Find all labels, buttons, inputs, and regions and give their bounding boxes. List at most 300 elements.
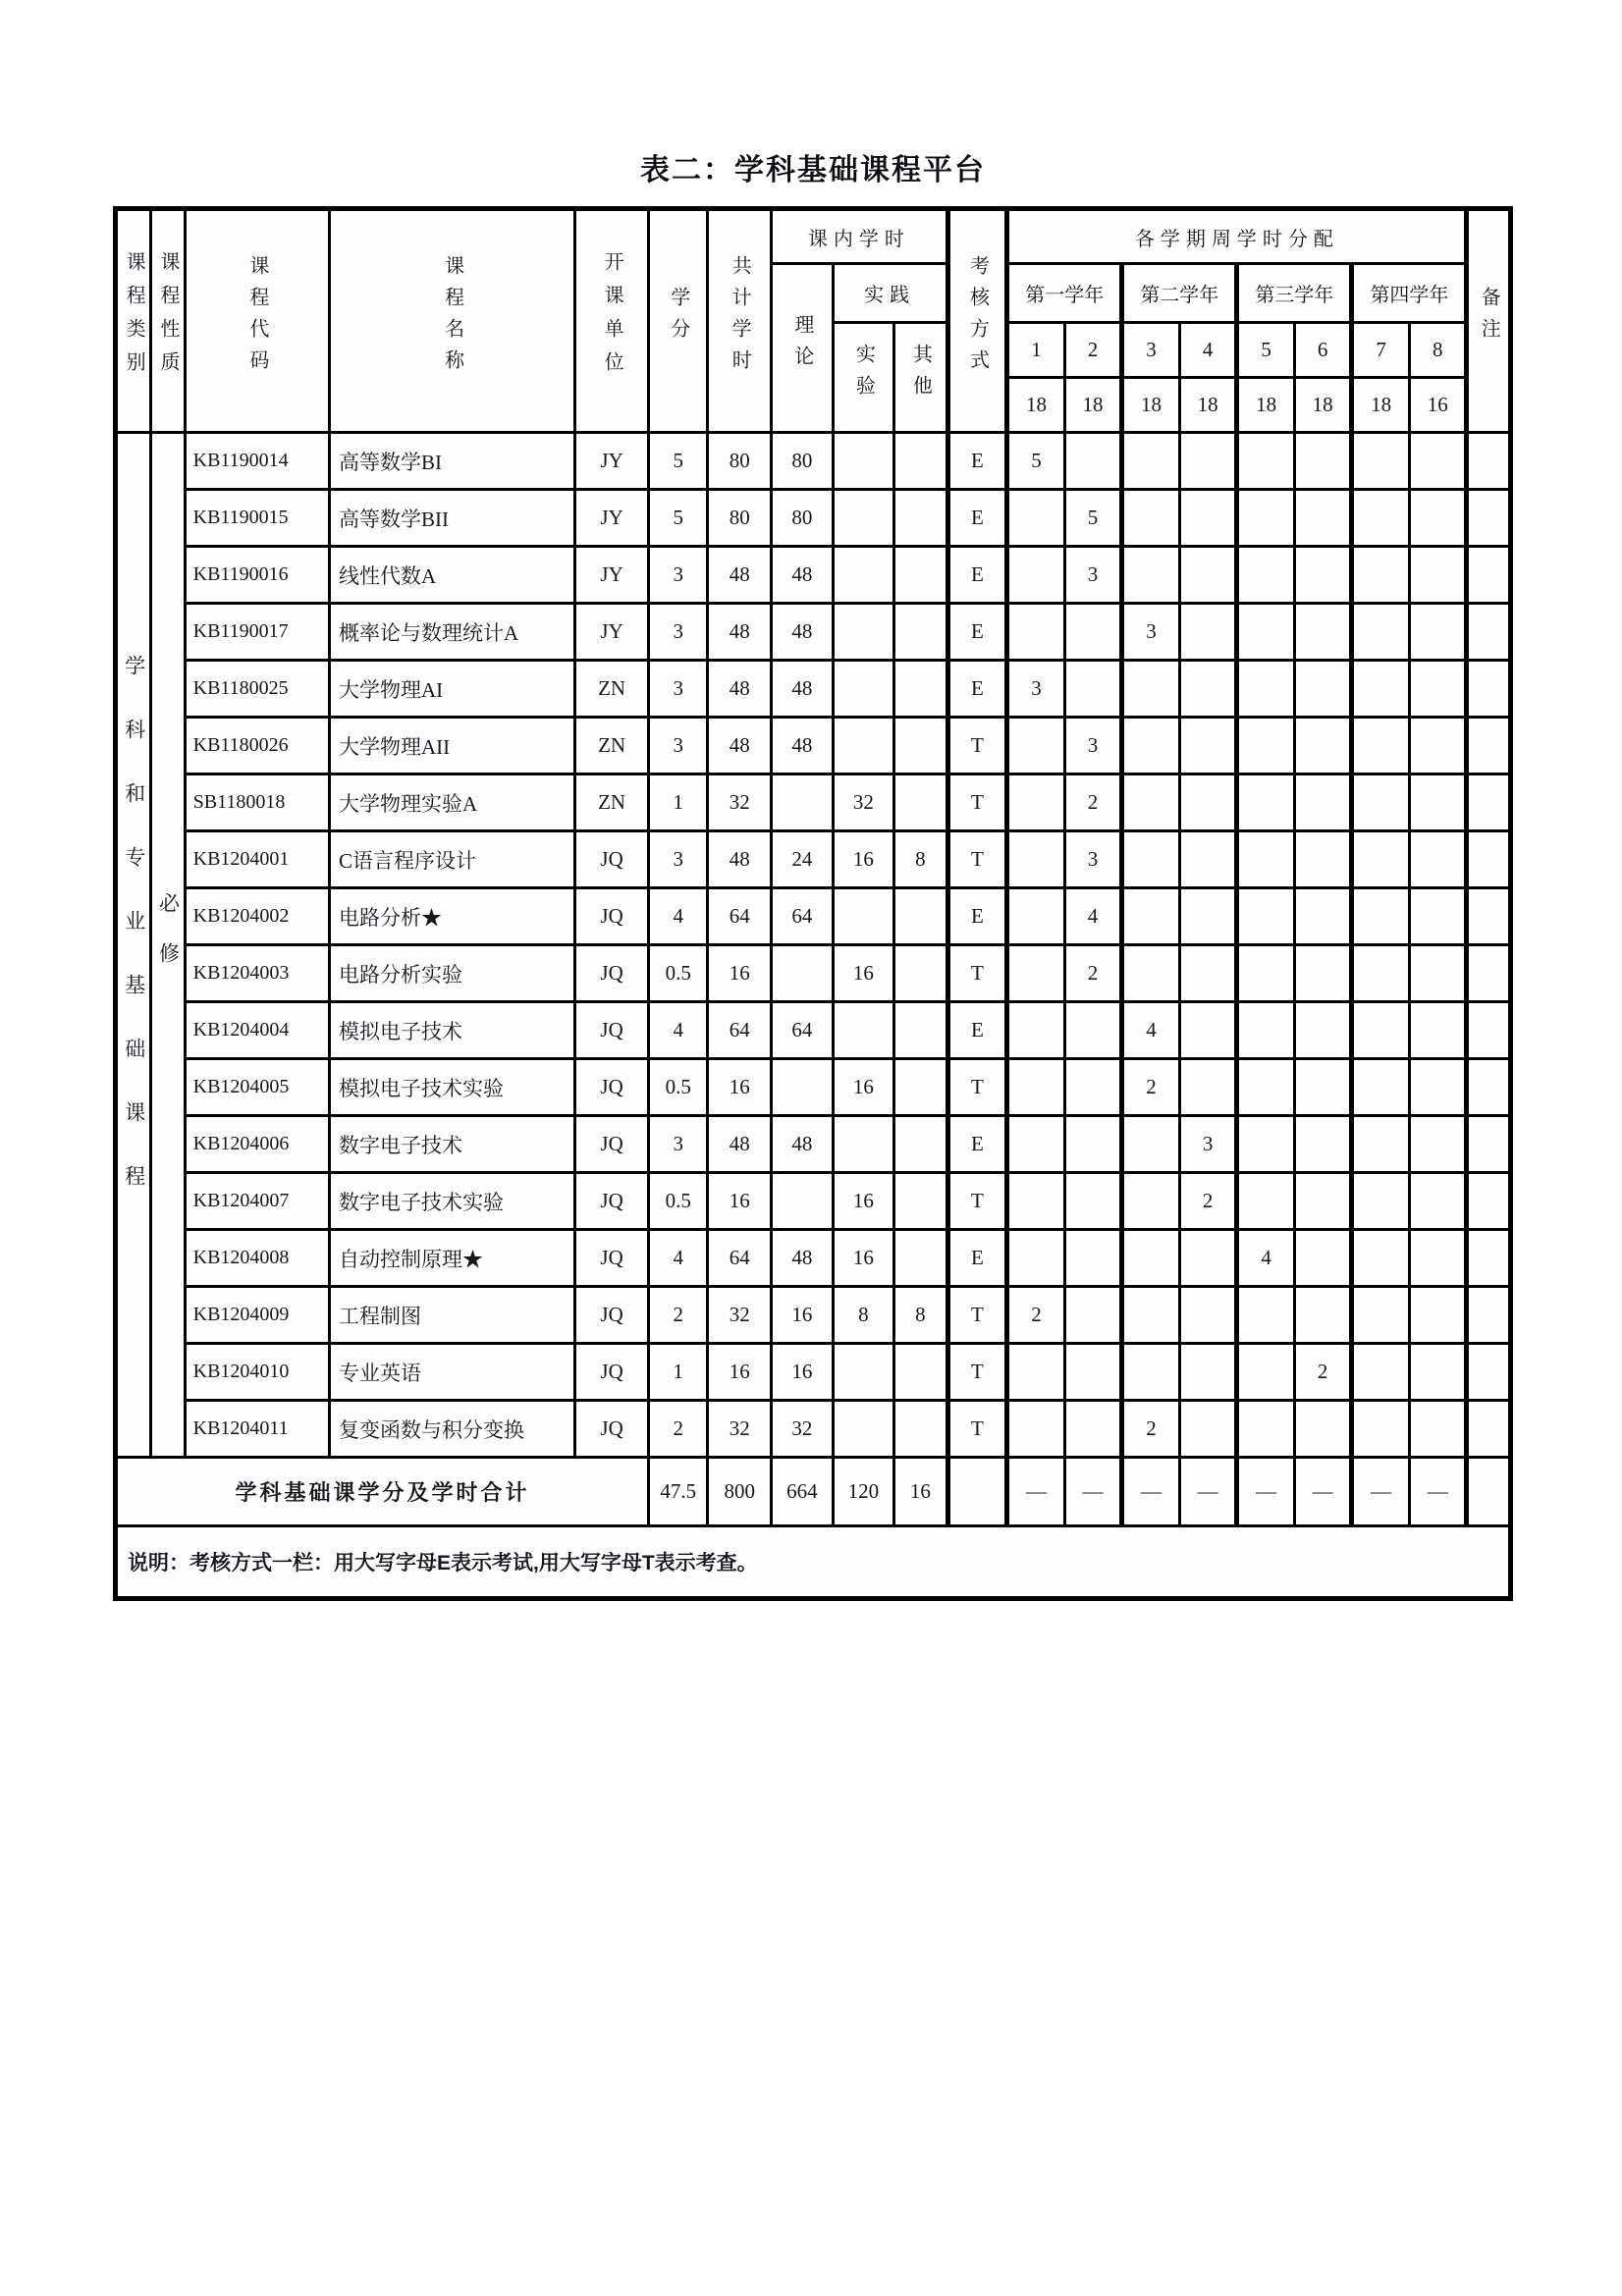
header-offering-unit-label: 开课单位 xyxy=(601,251,623,385)
cell-assess: E xyxy=(947,661,1007,718)
cell-total: 32 xyxy=(708,1401,772,1458)
cell-unit: JQ xyxy=(575,945,649,1002)
cell-assess: E xyxy=(947,490,1007,547)
cell-sem-8 xyxy=(1409,1116,1467,1173)
cell-theory: 64 xyxy=(772,888,834,945)
cell-assess: E xyxy=(947,1002,1007,1059)
summary-sem-1: — xyxy=(1007,1458,1065,1526)
header-in-class-hours: 课内学时 xyxy=(772,209,948,264)
cell-sem-8 xyxy=(1409,1059,1467,1116)
cell-other xyxy=(894,1173,947,1230)
cell-remark xyxy=(1467,1059,1511,1116)
cell-unit: JQ xyxy=(575,1344,649,1401)
cell-sem-2 xyxy=(1064,604,1122,661)
note-row xyxy=(116,1526,1511,1599)
cell-remark xyxy=(1467,888,1511,945)
cell-sem-6 xyxy=(1294,1002,1352,1059)
header-weeks-5: 18 xyxy=(1237,378,1295,433)
cell-unit: JQ xyxy=(575,888,649,945)
header-semester-4: 4 xyxy=(1179,323,1237,378)
cell-sem-8 xyxy=(1409,831,1467,888)
course-row xyxy=(116,490,1511,547)
cell-sem-2: 5 xyxy=(1064,490,1122,547)
cell-exp xyxy=(833,661,894,718)
cell-name: 电路分析★ xyxy=(329,888,574,945)
cell-exp xyxy=(833,1002,894,1059)
cell-credits: 0.5 xyxy=(648,1059,708,1116)
cell-code: KB1204001 xyxy=(185,831,329,888)
cell-unit: JQ xyxy=(575,1116,649,1173)
cell-name: 线性代数A xyxy=(329,547,574,604)
header-weeks-6: 18 xyxy=(1294,378,1352,433)
cell-sem-6 xyxy=(1294,831,1352,888)
cell-remark xyxy=(1467,1173,1511,1230)
cell-sem-4 xyxy=(1179,1287,1237,1344)
header-practice: 实践 xyxy=(833,264,947,323)
cell-name: 数字电子技术 xyxy=(329,1116,574,1173)
cell-total: 48 xyxy=(708,1116,772,1173)
cell-total: 16 xyxy=(708,945,772,1002)
cell-sem-1 xyxy=(1007,1230,1065,1287)
header-semester-3: 3 xyxy=(1122,323,1180,378)
cell-sem-6 xyxy=(1294,547,1352,604)
cell-name: 复变函数与积分变换 xyxy=(329,1401,574,1458)
cell-sem-2 xyxy=(1064,1401,1122,1458)
cell-sem-3 xyxy=(1122,1287,1180,1344)
cell-credits: 3 xyxy=(648,661,708,718)
cell-sem-5 xyxy=(1237,831,1295,888)
cell-sem-6 xyxy=(1294,433,1352,490)
summary-other-hours: 16 xyxy=(894,1458,947,1526)
cell-sem-8 xyxy=(1409,547,1467,604)
header-weeks-4: 18 xyxy=(1179,378,1237,433)
header-credits xyxy=(648,209,708,433)
cell-code: KB1204007 xyxy=(185,1173,329,1230)
cell-sem-8 xyxy=(1409,1173,1467,1230)
header-course-nature-label: 课程性质 xyxy=(156,251,179,385)
header-total-hours-label: 共计学时 xyxy=(729,255,751,381)
cell-sem-2: 3 xyxy=(1064,718,1122,774)
cell-unit: JQ xyxy=(575,1002,649,1059)
cell-unit: JQ xyxy=(575,1287,649,1344)
cell-exp: 16 xyxy=(833,831,894,888)
cell-code: KB1204003 xyxy=(185,945,329,1002)
cell-sem-7 xyxy=(1352,1002,1410,1059)
cell-theory: 80 xyxy=(772,433,834,490)
cell-remark xyxy=(1467,831,1511,888)
summary-sem-4: — xyxy=(1179,1458,1237,1526)
header-year-1: 第一学年 xyxy=(1007,264,1122,323)
header-other-label: 其他 xyxy=(909,343,932,406)
cell-credits: 5 xyxy=(648,490,708,547)
cell-credits: 4 xyxy=(648,1002,708,1059)
cell-sem-6 xyxy=(1294,1287,1352,1344)
cell-sem-4 xyxy=(1179,433,1237,490)
cell-name: 模拟电子技术 xyxy=(329,1002,574,1059)
cell-sem-2: 3 xyxy=(1064,547,1122,604)
cell-sem-2 xyxy=(1064,433,1122,490)
cell-sem-6 xyxy=(1294,604,1352,661)
cell-sem-8 xyxy=(1409,774,1467,831)
cell-sem-2 xyxy=(1064,1116,1122,1173)
cell-unit: JQ xyxy=(575,1401,649,1458)
course-row xyxy=(116,433,1511,490)
cell-name: 工程制图 xyxy=(329,1287,574,1344)
cell-theory: 16 xyxy=(772,1344,834,1401)
cell-sem-1 xyxy=(1007,1059,1065,1116)
cell-credits: 0.5 xyxy=(648,1173,708,1230)
cell-total: 64 xyxy=(708,1002,772,1059)
summary-remark xyxy=(1467,1458,1511,1526)
cell-sem-3 xyxy=(1122,774,1180,831)
cell-sem-6 xyxy=(1294,1230,1352,1287)
cell-exp: 16 xyxy=(833,1230,894,1287)
cell-sem-6: 2 xyxy=(1294,1344,1352,1401)
cell-credits: 2 xyxy=(648,1287,708,1344)
cell-sem-4: 3 xyxy=(1179,1116,1237,1173)
header-experiment xyxy=(833,323,894,433)
cell-assess: T xyxy=(947,1344,1007,1401)
header-remarks xyxy=(1467,209,1511,433)
cell-remark xyxy=(1467,1230,1511,1287)
course-row xyxy=(116,604,1511,661)
summary-sem-8: — xyxy=(1409,1458,1467,1526)
cell-sem-4 xyxy=(1179,1002,1237,1059)
cell-remark xyxy=(1467,1401,1511,1458)
cell-sem-7 xyxy=(1352,1059,1410,1116)
cell-sem-5: 4 xyxy=(1237,1230,1295,1287)
cell-sem-7 xyxy=(1352,718,1410,774)
course-row xyxy=(116,831,1511,888)
cell-sem-1 xyxy=(1007,888,1065,945)
cell-sem-1 xyxy=(1007,604,1065,661)
cell-assess: T xyxy=(947,1059,1007,1116)
cell-sem-4 xyxy=(1179,1059,1237,1116)
header-course-category xyxy=(116,209,151,433)
cell-theory: 24 xyxy=(772,831,834,888)
cell-code: KB1204006 xyxy=(185,1116,329,1173)
page-title: 表二：学科基础课程平台 xyxy=(640,154,986,187)
cell-sem-6 xyxy=(1294,945,1352,1002)
cell-sem-8 xyxy=(1409,945,1467,1002)
summary-row xyxy=(116,1458,1511,1526)
cell-exp xyxy=(833,604,894,661)
cell-unit: JQ xyxy=(575,1059,649,1116)
cell-unit: ZN xyxy=(575,718,649,774)
cell-other xyxy=(894,1401,947,1458)
cell-sem-4 xyxy=(1179,661,1237,718)
cell-code: KB1190016 xyxy=(185,547,329,604)
cell-sem-1 xyxy=(1007,547,1065,604)
cell-exp xyxy=(833,888,894,945)
cell-theory: 48 xyxy=(772,1116,834,1173)
cell-name: 高等数学BI xyxy=(329,433,574,490)
header-course-name xyxy=(329,209,574,433)
cell-sem-8 xyxy=(1409,661,1467,718)
header-course-nature xyxy=(151,209,185,433)
cell-sem-7 xyxy=(1352,1116,1410,1173)
cell-remark xyxy=(1467,433,1511,490)
cell-exp xyxy=(833,1401,894,1458)
cell-exp: 16 xyxy=(833,1173,894,1230)
header-weeks-1: 18 xyxy=(1007,378,1065,433)
cell-sem-7 xyxy=(1352,831,1410,888)
cell-sem-8 xyxy=(1409,1344,1467,1401)
cell-sem-7 xyxy=(1352,433,1410,490)
cell-other xyxy=(894,661,947,718)
cell-sem-1: 2 xyxy=(1007,1287,1065,1344)
cell-assess: T xyxy=(947,1287,1007,1344)
cell-remark xyxy=(1467,1116,1511,1173)
cell-total: 64 xyxy=(708,888,772,945)
header-semester-5: 5 xyxy=(1237,323,1295,378)
cell-assess: E xyxy=(947,1230,1007,1287)
header-weeks-7: 18 xyxy=(1352,378,1410,433)
cell-unit: JQ xyxy=(575,1230,649,1287)
cell-exp xyxy=(833,1344,894,1401)
course-row xyxy=(116,1401,1511,1458)
cell-remark xyxy=(1467,604,1511,661)
cell-other xyxy=(894,490,947,547)
cell-total: 48 xyxy=(708,718,772,774)
cell-credits: 3 xyxy=(648,604,708,661)
course-row xyxy=(116,547,1511,604)
header-theory xyxy=(772,264,834,433)
cell-sem-5 xyxy=(1237,661,1295,718)
cell-code: KB1204010 xyxy=(185,1344,329,1401)
cell-sem-8 xyxy=(1409,1002,1467,1059)
course-row xyxy=(116,1116,1511,1173)
cell-unit: JY xyxy=(575,433,649,490)
cell-sem-1 xyxy=(1007,490,1065,547)
header-total-hours xyxy=(708,209,772,433)
cell-sem-2 xyxy=(1064,661,1122,718)
cell-sem-3 xyxy=(1122,547,1180,604)
cell-sem-8 xyxy=(1409,1401,1467,1458)
cell-exp xyxy=(833,490,894,547)
cell-sem-5 xyxy=(1237,1173,1295,1230)
cell-sem-8 xyxy=(1409,1287,1467,1344)
cell-sem-2 xyxy=(1064,1059,1122,1116)
cell-credits: 0.5 xyxy=(648,945,708,1002)
cell-sem-3 xyxy=(1122,433,1180,490)
header-assessment-method xyxy=(947,209,1007,433)
cell-sem-1: 5 xyxy=(1007,433,1065,490)
cell-total: 32 xyxy=(708,774,772,831)
cell-name: 概率论与数理统计A xyxy=(329,604,574,661)
cell-sem-4 xyxy=(1179,490,1237,547)
body-category-cell xyxy=(116,433,151,1458)
header-semester-1: 1 xyxy=(1007,323,1065,378)
cell-sem-5 xyxy=(1237,1287,1295,1344)
cell-theory: 48 xyxy=(772,661,834,718)
cell-sem-7 xyxy=(1352,774,1410,831)
cell-sem-2 xyxy=(1064,1287,1122,1344)
course-row xyxy=(116,1287,1511,1344)
header-year-2: 第二学年 xyxy=(1122,264,1237,323)
cell-sem-1 xyxy=(1007,718,1065,774)
header-weeks-2: 18 xyxy=(1064,378,1122,433)
cell-sem-5 xyxy=(1237,1002,1295,1059)
course-row xyxy=(116,945,1511,1002)
cell-sem-6 xyxy=(1294,1173,1352,1230)
cell-sem-2: 4 xyxy=(1064,888,1122,945)
cell-remark xyxy=(1467,774,1511,831)
cell-name: 模拟电子技术实验 xyxy=(329,1059,574,1116)
cell-unit: JQ xyxy=(575,1173,649,1230)
cell-exp xyxy=(833,718,894,774)
cell-unit: JY xyxy=(575,490,649,547)
cell-remark xyxy=(1467,1344,1511,1401)
cell-credits: 1 xyxy=(648,1344,708,1401)
course-row xyxy=(116,1173,1511,1230)
cell-sem-3 xyxy=(1122,1344,1180,1401)
cell-unit: JQ xyxy=(575,831,649,888)
note-text: 说明：考核方式一栏：用大写字母E表示考试,用大写字母T表示考查。 xyxy=(116,1526,1511,1599)
cell-code: KB1204008 xyxy=(185,1230,329,1287)
cell-sem-3 xyxy=(1122,1116,1180,1173)
cell-sem-5 xyxy=(1237,490,1295,547)
cell-exp xyxy=(833,1116,894,1173)
cell-name: 电路分析实验 xyxy=(329,945,574,1002)
cell-sem-3 xyxy=(1122,661,1180,718)
summary-sem-3: — xyxy=(1122,1458,1180,1526)
cell-name: 大学物理实验A xyxy=(329,774,574,831)
cell-sem-3: 3 xyxy=(1122,604,1180,661)
cell-name: 数字电子技术实验 xyxy=(329,1173,574,1230)
cell-sem-4 xyxy=(1179,718,1237,774)
cell-sem-4: 2 xyxy=(1179,1173,1237,1230)
cell-sem-7 xyxy=(1352,1230,1410,1287)
cell-sem-5 xyxy=(1237,774,1295,831)
header-credits-label: 学分 xyxy=(667,287,689,349)
cell-sem-2 xyxy=(1064,1002,1122,1059)
cell-sem-4 xyxy=(1179,1230,1237,1287)
course-row xyxy=(116,1230,1511,1287)
cell-total: 80 xyxy=(708,433,772,490)
cell-total: 48 xyxy=(708,661,772,718)
cell-code: KB1190015 xyxy=(185,490,329,547)
cell-assess: T xyxy=(947,1173,1007,1230)
cell-sem-1 xyxy=(1007,1116,1065,1173)
summary-sem-2: — xyxy=(1064,1458,1122,1526)
cell-sem-4 xyxy=(1179,774,1237,831)
cell-sem-4 xyxy=(1179,1401,1237,1458)
cell-sem-1 xyxy=(1007,1002,1065,1059)
cell-other xyxy=(894,1059,947,1116)
header-semester-2: 2 xyxy=(1064,323,1122,378)
cell-exp: 32 xyxy=(833,774,894,831)
header-course-code-label: 课程代码 xyxy=(245,255,268,381)
cell-assess: E xyxy=(947,433,1007,490)
header-year-4: 第四学年 xyxy=(1352,264,1467,323)
cell-theory: 80 xyxy=(772,490,834,547)
header-weeks-8: 16 xyxy=(1409,378,1467,433)
cell-sem-6 xyxy=(1294,718,1352,774)
cell-remark xyxy=(1467,1287,1511,1344)
cell-sem-2 xyxy=(1064,1344,1122,1401)
header-other xyxy=(894,323,947,433)
course-row xyxy=(116,718,1511,774)
cell-credits: 4 xyxy=(648,888,708,945)
cell-sem-6 xyxy=(1294,490,1352,547)
summary-sem-6: — xyxy=(1294,1458,1352,1526)
cell-assess: E xyxy=(947,604,1007,661)
header-course-category-label: 课程类别 xyxy=(123,251,145,385)
body-nature-cell xyxy=(151,433,185,1458)
cell-credits: 3 xyxy=(648,1116,708,1173)
cell-sem-3 xyxy=(1122,718,1180,774)
cell-name: 大学物理AII xyxy=(329,718,574,774)
cell-total: 16 xyxy=(708,1173,772,1230)
cell-sem-7 xyxy=(1352,661,1410,718)
cell-code: KB1190014 xyxy=(185,433,329,490)
cell-credits: 2 xyxy=(648,1401,708,1458)
cell-other xyxy=(894,604,947,661)
cell-total: 80 xyxy=(708,490,772,547)
cell-total: 48 xyxy=(708,831,772,888)
cell-code: KB1180025 xyxy=(185,661,329,718)
cell-sem-5 xyxy=(1237,718,1295,774)
cell-remark xyxy=(1467,1002,1511,1059)
cell-sem-7 xyxy=(1352,604,1410,661)
cell-sem-4 xyxy=(1179,604,1237,661)
cell-sem-1 xyxy=(1007,1401,1065,1458)
cell-total: 64 xyxy=(708,1230,772,1287)
cell-unit: JY xyxy=(575,547,649,604)
cell-sem-2 xyxy=(1064,1230,1122,1287)
cell-sem-8 xyxy=(1409,604,1467,661)
cell-assess: E xyxy=(947,888,1007,945)
cell-sem-1 xyxy=(1007,1344,1065,1401)
cell-credits: 3 xyxy=(648,831,708,888)
cell-sem-4 xyxy=(1179,831,1237,888)
cell-remark xyxy=(1467,547,1511,604)
cell-sem-3 xyxy=(1122,945,1180,1002)
course-row xyxy=(116,888,1511,945)
cell-sem-1 xyxy=(1007,1173,1065,1230)
cell-sem-5 xyxy=(1237,547,1295,604)
cell-assess: T xyxy=(947,718,1007,774)
header-theory-label: 理论 xyxy=(790,313,813,377)
cell-credits: 1 xyxy=(648,774,708,831)
cell-theory: 48 xyxy=(772,718,834,774)
header-semester-6: 6 xyxy=(1294,323,1352,378)
cell-sem-1 xyxy=(1007,774,1065,831)
summary-experiment-hours: 120 xyxy=(833,1458,894,1526)
cell-sem-7 xyxy=(1352,1344,1410,1401)
cell-total: 48 xyxy=(708,604,772,661)
cell-sem-6 xyxy=(1294,1401,1352,1458)
cell-theory: 48 xyxy=(772,604,834,661)
cell-sem-7 xyxy=(1352,888,1410,945)
cell-sem-4 xyxy=(1179,1344,1237,1401)
cell-sem-7 xyxy=(1352,547,1410,604)
cell-other xyxy=(894,945,947,1002)
cell-sem-6 xyxy=(1294,661,1352,718)
cell-sem-6 xyxy=(1294,774,1352,831)
cell-code: KB1204009 xyxy=(185,1287,329,1344)
cell-total: 48 xyxy=(708,547,772,604)
course-row xyxy=(116,1002,1511,1059)
cell-exp: 8 xyxy=(833,1287,894,1344)
cell-total: 16 xyxy=(708,1059,772,1116)
cell-other xyxy=(894,718,947,774)
cell-sem-3: 2 xyxy=(1122,1059,1180,1116)
cell-other xyxy=(894,433,947,490)
cell-sem-2: 3 xyxy=(1064,831,1122,888)
cell-sem-6 xyxy=(1294,888,1352,945)
